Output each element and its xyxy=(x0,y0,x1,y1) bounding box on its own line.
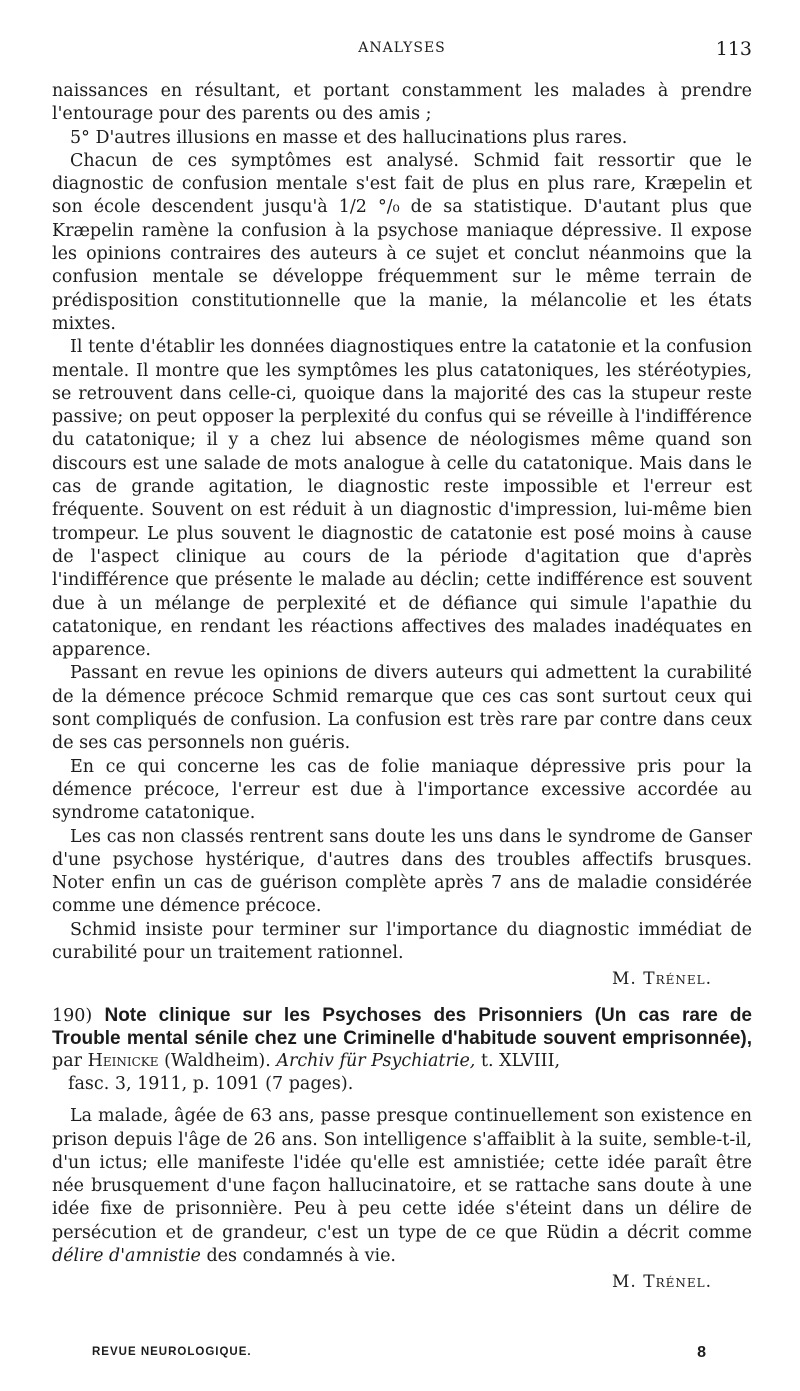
signature-text: M. Trénel. xyxy=(612,969,712,990)
article-place: (Waldheim). xyxy=(158,1051,277,1072)
italic-term: délire d'amnistie xyxy=(52,1246,201,1267)
article-author: Heinicke xyxy=(87,1051,159,1072)
page-footer xyxy=(92,1344,706,1366)
paragraph-text: La malade, âgée de 63 ans, passe presque continuellement son existence en prison depuis l'âge de 26 ans. Son intelligence s'affaiblit à la suite, semble-t-il, d'un ictus; elle manifeste l'idée qu'elle est amnistiée; cette idée paraît être née brusquement d'une façon hallucinatoire, et se rattache sans doute à une idée fixe de prisonnière. Peu à peu cette idée s'éteint dans un délire de persécution et de grandeur, c'est un type de ce que Rüdin a décrit comme xyxy=(52,1106,752,1243)
paragraph xyxy=(52,1105,752,1268)
paragraph: Il tente d'établir les données diagnostiques entre la catatonie et la confusion mentale. Il montre que les symptômes les plus catatoniques, les stéréotypies, se retrouvent dans celle-ci, quoique dans la majorité des cas la stupeur reste passive; on peut opposer la perplexité du confus qui se réveille à l'indifférence du catatonique; il y a chez lui absence de néologismes même quand son discours est une salade de mots analogue à celle du catatonique. Mais dans le cas de grande agitation, le diagnostic reste impossible et l'erreur est fréquente. Souvent on est réduit à un diagnostic d'impression, lui-même bien trompeur. Le plus souvent le diagnostic de catatonie est posé moins à cause de l'aspect clinique au cours de la période d'agitation que d'après l'indifférence que présente le malade au déclin; cette indifférence est souvent due à un mélange de perplexité et de défiance qui simule l'apathie du catatonique, en rendant les réactions affectives des malades inadéquates en apparence. xyxy=(52,337,752,661)
page-number: 113 xyxy=(715,38,752,60)
article-number: 190) xyxy=(52,1006,93,1027)
sheet-number: 8 xyxy=(697,1344,706,1361)
article-title: Note clinique sur les Psychoses des Prisonniers (Un cas rare de Trouble mental sénile chez une Criminelle d'habitude souvent emprisonnée), xyxy=(52,1005,752,1049)
paragraph: Les cas non classés rentrent sans doute les uns dans le syndrome de Ganser d'une psychose hystérique, d'autres dans des troubles affectifs brusques. Noter enfin un cas de guérison complète après 7 ans de maladie considérée comme une démence précoce. xyxy=(52,826,752,917)
running-title: ANALYSES xyxy=(358,40,446,56)
article-heading xyxy=(52,1005,752,1095)
page-body xyxy=(52,80,752,1294)
article-by: par xyxy=(52,1051,88,1072)
journal-name: Archiv für Psychiatrie, xyxy=(276,1051,476,1072)
paragraph: En ce qui concerne les cas de folie maniaque dépressive pris pour la démence précoce, l'erreur est due à l'importance excessive accordée au syndrome catatonique. xyxy=(52,756,752,824)
journal-volume: t. XLVIII, xyxy=(475,1051,561,1072)
signature-text: M. Trénel. xyxy=(612,1272,712,1293)
paragraph: naissances en résultant, et portant constamment les malades à prendre l'entourage pour des parents ou des amis ; xyxy=(52,81,752,125)
paragraph-end: des condamnés à vie. xyxy=(200,1246,396,1267)
paragraph: 5° D'autres illusions en masse et des hallucinations plus rares. xyxy=(70,127,628,148)
page-header xyxy=(52,40,752,64)
journal-footer: REVUE NEUROLOGIQUE. xyxy=(92,1346,252,1358)
paragraph: Passant en revue les opinions de divers auteurs qui admettent la curabilité de la démence précoce Schmid remarque que ces cas sont surtout ceux qui sont compliqués de confusion. La confusion est très rare par contre dans ceux de ses cas personnels non guéris. xyxy=(52,663,752,754)
author-signature xyxy=(52,968,752,991)
article-details: fasc. 3, 1911, p. 1091 (7 pages). xyxy=(68,1073,354,1094)
paragraph: Schmid insiste pour terminer sur l'importance du diagnostic immédiat de curabilité pour un traitement rationnel. xyxy=(52,919,752,963)
paragraph: Chacun de ces symptômes est analysé. Schmid fait ressortir que le diagnostic de confusion mentale s'est fait de plus en plus rare, Kræpelin et son école descendent jusqu'à 1/2 °/₀ de sa statistique. D'autant plus que Kræpelin ramène la confusion à la psychose maniaque dépressive. Il expose les opinions contraires des auteurs à ce sujet et conclut néanmoins que la confusion mentale se développe fréquemment sur le même terrain de prédisposition constitutionnelle que la manie, la mélancolie et les états mixtes. xyxy=(52,150,752,334)
author-signature xyxy=(52,1271,752,1294)
